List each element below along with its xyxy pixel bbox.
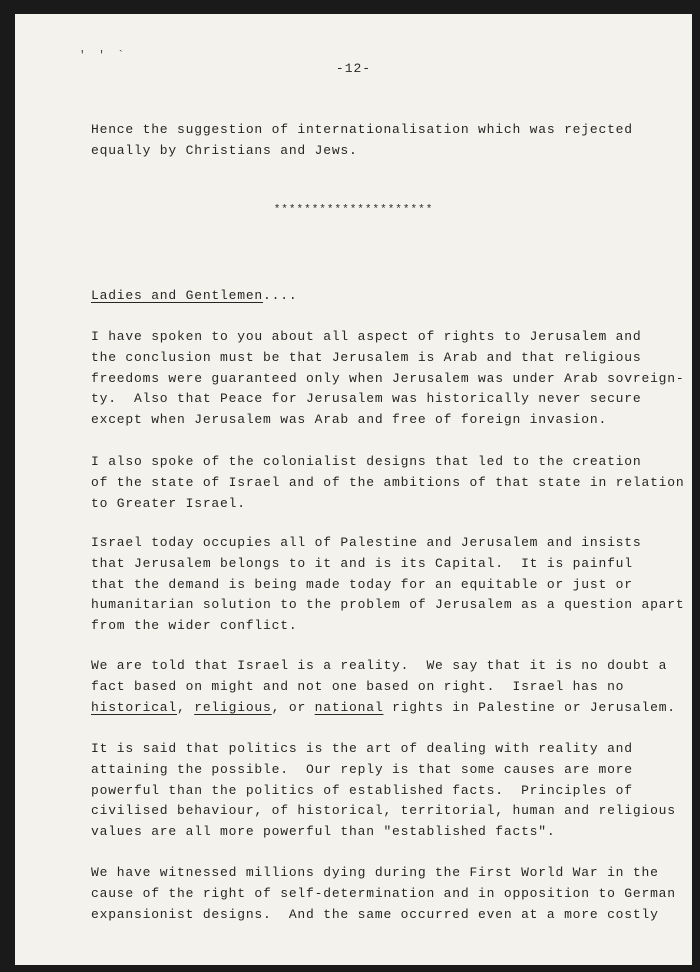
text-line: fact based on might and not one based on right. Israel has no	[91, 678, 625, 694]
paragraph-4	[91, 656, 681, 718]
text-line: Hence the suggestion of internationalisation which was rejected	[91, 122, 633, 137]
underlined-national: national	[314, 699, 384, 715]
paragraph-1	[91, 327, 685, 431]
text-line: equally by Christians and Jews.	[91, 142, 358, 158]
text-line: freedoms were guaranteed only when Jerusalem was under Arab sovreign-	[91, 370, 685, 386]
text-line: except when Jerusalem was Arab and free of foreign invasion.	[91, 412, 608, 428]
document-page	[15, 14, 692, 965]
salutation	[91, 286, 681, 307]
text-line: We have witnessed millions dying during the First World War in the	[91, 865, 659, 880]
text-line: Israel today occupies all of Palestine and Jerusalem and insists	[91, 535, 642, 550]
paragraph-3	[91, 533, 685, 637]
text-line: values are all more powerful than "established facts".	[91, 824, 556, 840]
text-line: attaining the possible. Our reply is that some causes are more	[91, 761, 633, 777]
text-line: powerful than the politics of established facts. Principles of	[91, 782, 633, 798]
text-line: I also spoke of the colonialist designs that led to the creation	[91, 454, 642, 469]
paragraph-6	[91, 863, 681, 925]
text-line: I have spoken to you about all aspect of rights to Jerusalem and	[91, 329, 642, 344]
text-line: humanitarian solution to the problem of Jerusalem as a question apart	[91, 597, 685, 613]
text-line: that Jerusalem belongs to it and is its Capital. It is painful	[91, 555, 633, 571]
text-line: cause of the right of self-determination and in opposition to German	[91, 885, 676, 901]
text-line: of the state of Israel and of the ambitions of that state in relation	[91, 474, 685, 490]
underlined-historical: historical	[91, 699, 178, 715]
underlined-religious: religious	[194, 699, 272, 715]
text-line: historical, religious, or national rights in Palestine or Jerusalem.	[91, 699, 676, 715]
text-line: from the wider conflict.	[91, 618, 298, 634]
text-line: It is said that politics is the art of dealing with reality and	[91, 741, 633, 756]
text-line: that the demand is being made today for an equitable or just or	[91, 576, 633, 592]
text-line: to Greater Israel.	[91, 495, 246, 511]
text-line: the conclusion must be that Jerusalem is Arab and that religious	[91, 349, 642, 365]
text-line: ty. Also that Peace for Jerusalem was historically never secure	[91, 391, 642, 407]
salutation-text: Ladies and Gentlemen	[91, 288, 264, 303]
paragraph-intro	[91, 120, 681, 162]
paragraph-5	[91, 739, 681, 843]
paragraph-2	[91, 452, 685, 514]
text-line: We are told that Israel is a reality. We say that it is no doubt a	[91, 658, 668, 673]
text-line: expansionist designs. And the same occurred even at a more costly	[91, 906, 659, 922]
stray-marks: ' ′ `	[79, 50, 128, 62]
text-line: civilised behaviour, of historical, territorial, human and religious	[91, 803, 676, 819]
salutation-ellipsis: ....	[263, 288, 298, 303]
page-number: -12-	[335, 61, 372, 76]
section-separator: *********************	[273, 204, 434, 216]
